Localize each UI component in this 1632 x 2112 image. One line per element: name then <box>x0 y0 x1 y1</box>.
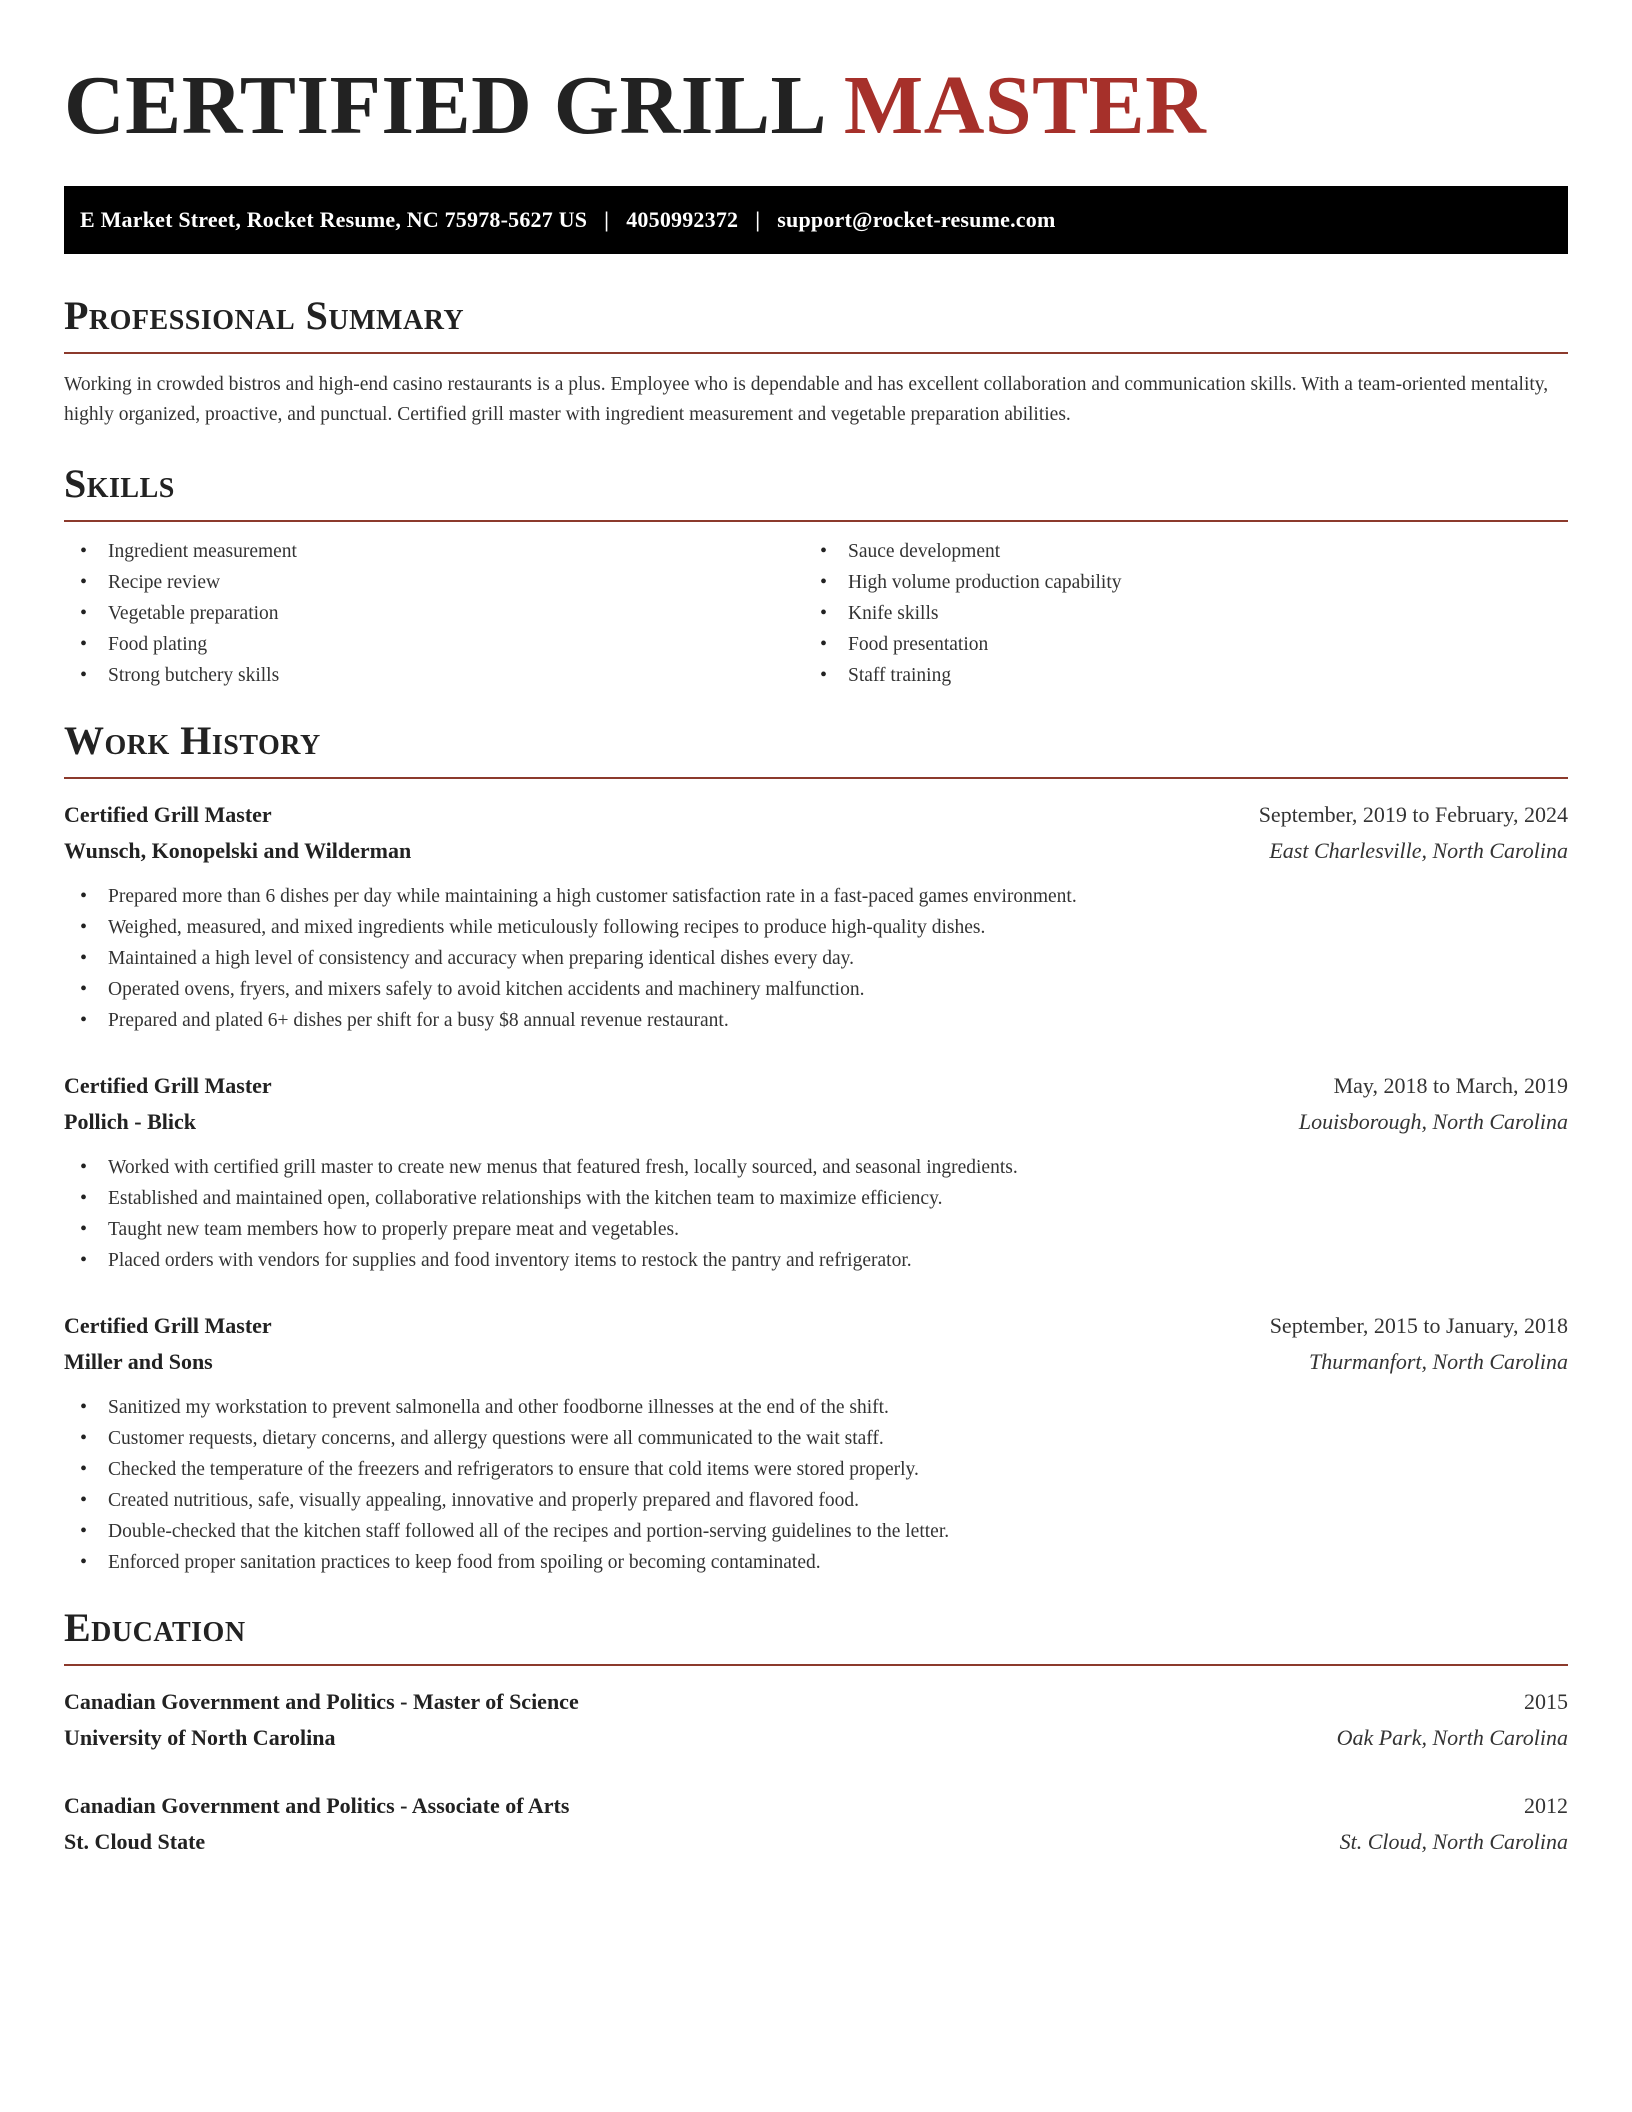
education-school: University of North Carolina <box>64 1725 336 1750</box>
education-entry <box>64 1788 1568 1860</box>
summary-section <box>64 293 1568 430</box>
job-title: Certified Grill Master <box>64 802 272 827</box>
job-dates: May, 2018 to March, 2019 <box>1333 1073 1568 1098</box>
job-bullet: • Maintained a high level of consistency and accuracy when preparing identical dishes every day. <box>64 943 1568 974</box>
education-degree: Canadian Government and Politics - Associate of Arts <box>64 1793 570 1818</box>
education-location: St. Cloud, North Carolina <box>1339 1829 1568 1854</box>
education-year: 2012 <box>1524 1793 1568 1818</box>
job-entry <box>64 1068 1568 1276</box>
job-company: Miller and Sons <box>64 1349 213 1374</box>
job-bullet: • Enforced proper sanitation practices to keep food from spoiling or becoming contaminated. <box>64 1547 1568 1578</box>
job-bullet: • Checked the temperature of the freezers and refrigerators to ensure that cold items were stored properly. <box>64 1454 1568 1485</box>
work-history-section <box>64 718 1568 1578</box>
skill-item: • Sauce development <box>804 536 1544 567</box>
job-entry <box>64 1308 1568 1578</box>
skill-item: • High volume production capability <box>804 567 1544 598</box>
name-first: CERTIFIED GRILL <box>64 59 823 152</box>
job-dates: September, 2015 to January, 2018 <box>1269 1313 1568 1338</box>
skill-item: • Recipe review <box>64 567 804 598</box>
job-bullet: • Established and maintained open, collaborative relationships with the kitchen team to maximize efficiency. <box>64 1183 1568 1214</box>
education-school: St. Cloud State <box>64 1829 206 1854</box>
skills-section <box>64 461 1568 691</box>
job-location: Thurmanfort, North Carolina <box>1309 1349 1568 1374</box>
summary-text: Working in crowded bistros and high-end casino restaurants is a plus. Employee who is dependable and has excellent collaboration and communication skills. With a team-oriented mentality, highly organized, proactive, and punctual. Certified grill master with ingredient measurement and vegetable preparation abilities. <box>64 374 1549 425</box>
job-location: East Charlesville, North Carolina <box>1269 838 1568 863</box>
skill-item: • Vegetable preparation <box>64 598 804 629</box>
job-dates: September, 2019 to February, 2024 <box>1258 802 1568 827</box>
contact-separator: | <box>755 207 761 232</box>
education-year: 2015 <box>1524 1689 1568 1714</box>
job-location: Louisborough, North Carolina <box>1298 1109 1568 1134</box>
job-company: Pollich - Blick <box>64 1109 196 1134</box>
job-bullet: • Placed orders with vendors for supplies and food inventory items to restock the pantry and refrigerator. <box>64 1245 1568 1276</box>
summary-heading: Professional Summary <box>64 296 1568 354</box>
skill-item: • Food presentation <box>804 629 1544 660</box>
job-bullet: • Created nutritious, safe, visually appealing, innovative and properly prepared and flavored food. <box>64 1485 1568 1516</box>
job-entry <box>64 797 1568 1036</box>
job-bullet: • Double-checked that the kitchen staff followed all of the recipes and portion-serving guidelines to the letter. <box>64 1516 1568 1547</box>
skill-item: • Food plating <box>64 629 804 660</box>
job-bullets <box>64 1392 1568 1578</box>
job-bullet: • Sanitized my workstation to prevent salmonella and other foodborne illnesses at the end of the shift. <box>64 1392 1568 1423</box>
job-bullet: • Prepared and plated 6+ dishes per shift for a busy $8 annual revenue restaurant. <box>64 1005 1568 1036</box>
education-entry <box>64 1684 1568 1756</box>
work-history-heading: Work History <box>64 721 1568 779</box>
job-bullets <box>64 1152 1568 1276</box>
job-title: Certified Grill Master <box>64 1313 272 1338</box>
skill-item: • Knife skills <box>804 598 1544 629</box>
education-heading: Education <box>64 1608 1568 1666</box>
skills-column-right <box>804 536 1544 691</box>
candidate-name <box>64 59 1568 152</box>
job-company: Wunsch, Konopelski and Wilderman <box>64 838 412 863</box>
skill-item: • Strong butchery skills <box>64 660 804 691</box>
job-title: Certified Grill Master <box>64 1073 272 1098</box>
name-last: MASTER <box>843 59 1207 152</box>
job-bullets <box>64 881 1568 1036</box>
job-bullet: • Weighed, measured, and mixed ingredients while meticulously following recipes to produce high-quality dishes. <box>64 912 1568 943</box>
contact-phone: 4050992372 <box>626 207 739 232</box>
skills-column-left <box>64 536 804 691</box>
education-location: Oak Park, North Carolina <box>1336 1725 1568 1750</box>
skills-heading: Skills <box>64 464 1568 522</box>
job-bullet: • Worked with certified grill master to create new menus that featured fresh, locally sourced, and seasonal ingredients. <box>64 1152 1568 1183</box>
job-bullet: • Prepared more than 6 dishes per day while maintaining a high customer satisfaction rate in a fast-paced games environment. <box>64 881 1568 912</box>
contact-address: E Market Street, Rocket Resume, NC 75978-5627 US <box>80 207 588 232</box>
job-bullet: • Customer requests, dietary concerns, and allergy questions were all communicated to the wait staff. <box>64 1423 1568 1454</box>
skill-item: • Staff training <box>804 660 1544 691</box>
contact-email: support@rocket-resume.com <box>777 207 1056 232</box>
job-bullet: • Operated ovens, fryers, and mixers safely to avoid kitchen accidents and machinery malfunction. <box>64 974 1568 1005</box>
skills-list <box>64 536 1568 691</box>
education-degree: Canadian Government and Politics - Master of Science <box>64 1689 579 1714</box>
contact-separator: | <box>604 207 610 232</box>
education-section <box>64 1605 1568 1860</box>
skill-item: • Ingredient measurement <box>64 536 804 567</box>
contact-bar <box>64 186 1568 254</box>
job-bullet: • Taught new team members how to properly prepare meat and vegetables. <box>64 1214 1568 1245</box>
